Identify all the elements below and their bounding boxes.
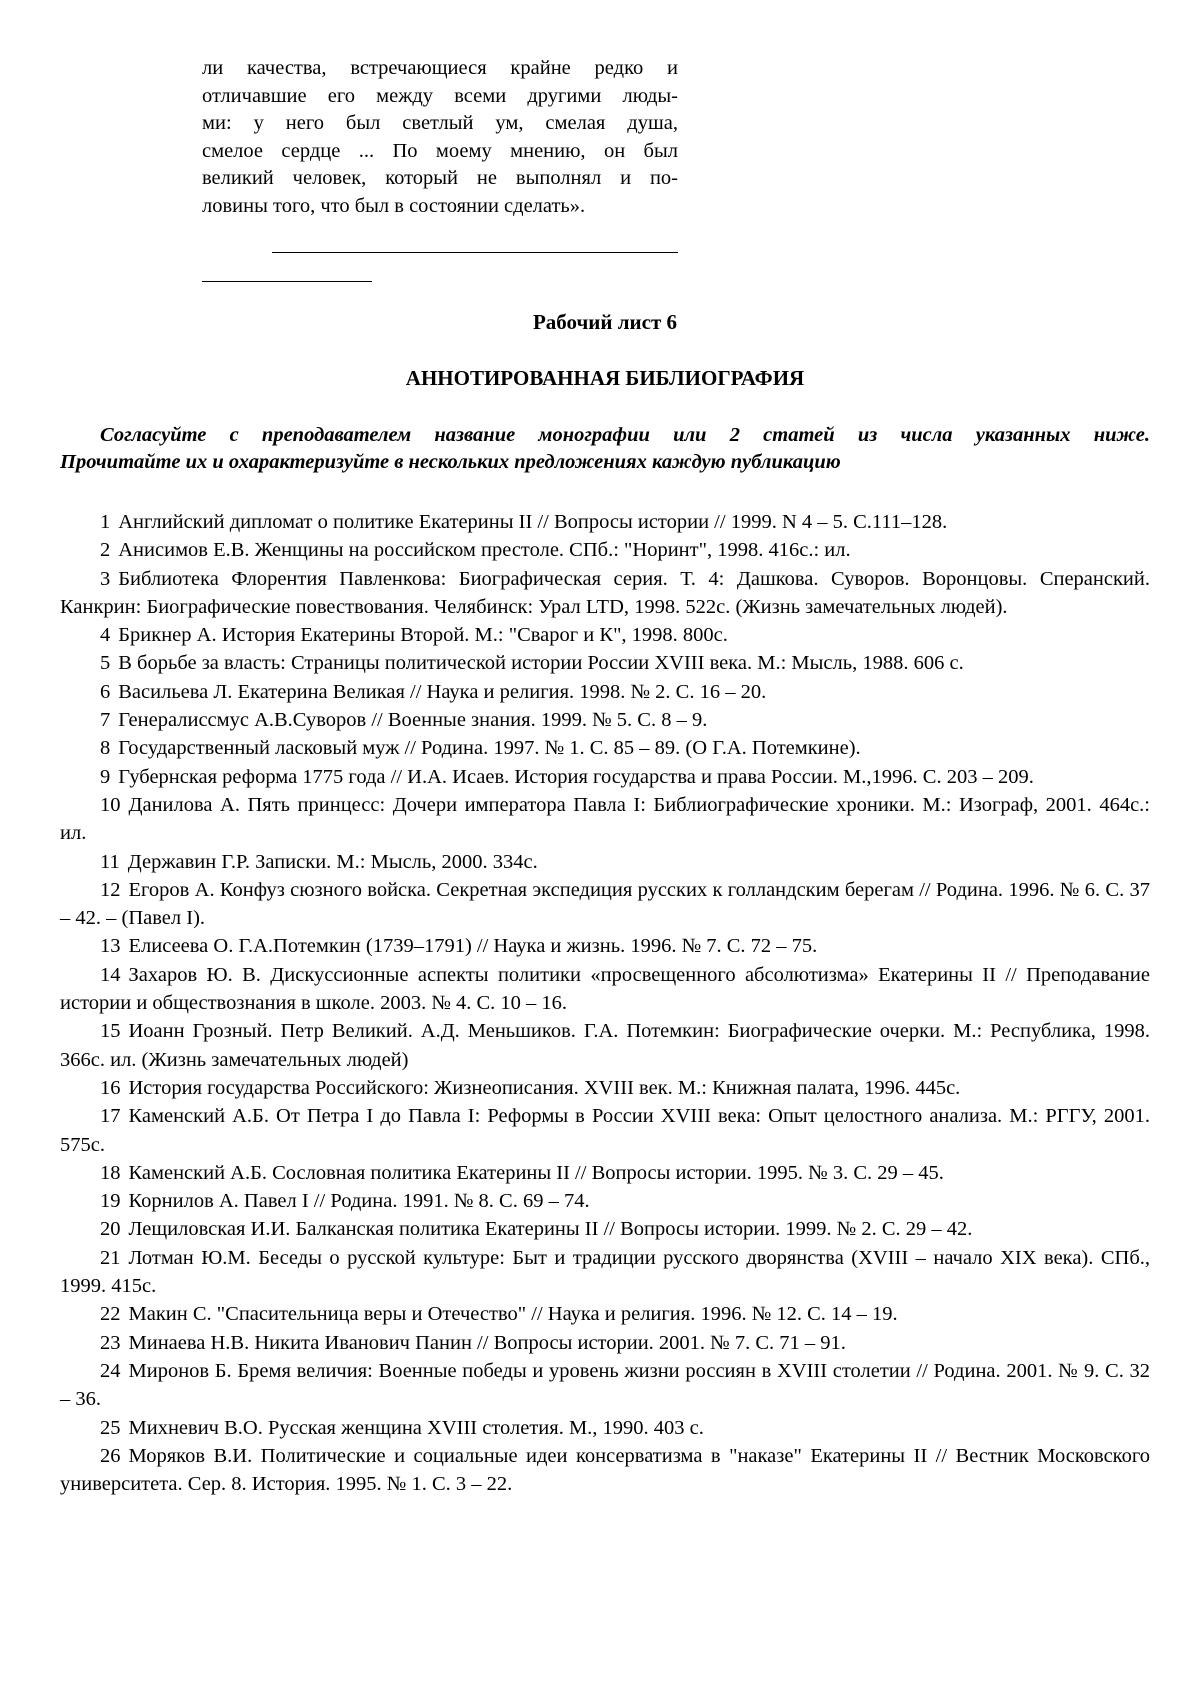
bibliography-entry xyxy=(60,678,1150,706)
instruction-line: Прочитайте их и охарактеризуйте в нескольких предложениях каждую публикацию xyxy=(60,451,841,473)
quote-line: великий человек, который не выполнял и по- xyxy=(202,167,678,189)
entry-number: 26 xyxy=(100,1444,121,1467)
bibliography-entry xyxy=(60,1215,1150,1243)
entry-number: 19 xyxy=(100,1190,121,1213)
entry-text: Библиотека Флорентия Павленкова: Биографическая серия. Т. 4: Дашкова. Суворов. Воронцовы. Сперанский. Канкрин: Биографические повествования. Челябинск: Урал LTD, 1998. 522с. (Жизнь замечательных людей). xyxy=(60,567,1150,618)
quote-line: ловины того, что был в состоянии сделать». xyxy=(202,194,586,217)
bibliography-entry xyxy=(60,1187,1150,1215)
entry-number: 18 xyxy=(100,1161,121,1184)
entry-text: Моряков В.И. Политические и социальные идеи консерватизма в "наказе" Екатерины II // Вестник Московского университета. Сер. 8. История. 1995. № 1. С. 3 – 22. xyxy=(60,1444,1150,1496)
entry-text: В борьбе за власть: Страницы политической истории России XVIII века. М.: Мысль, 1988. 606 с. xyxy=(118,652,964,675)
entry-number: 21 xyxy=(100,1246,121,1269)
entry-number: 8 xyxy=(100,737,111,760)
entry-text: Егоров А. Конфуз сюзного войска. Секретная экспедиция русских к голландским берегам // Родина. 1996. № 6. С. 37 – 42. – (Павел I). xyxy=(60,878,1150,930)
bibliography-entry xyxy=(60,649,1150,677)
bibliography-entry xyxy=(60,961,1150,1018)
worksheet-title: Рабочий лист 6 xyxy=(532,310,678,334)
divider-line xyxy=(272,252,678,253)
footnote-separator xyxy=(202,281,372,282)
entry-text: Анисимов Е.В. Женщины на российском престоле. СПб.: "Норинт", 1998. 416с.: ил. xyxy=(118,539,851,562)
bibliography-entry xyxy=(60,565,1150,622)
entry-text: Лотман Ю.М. Беседы о русской культуре: Быт и традиции русского дворянства (XVIII – начало XIX века). СПб., 1999. 415с. xyxy=(60,1246,1150,1298)
entry-number: 12 xyxy=(100,878,121,901)
entry-text: Иоанн Грозный. Петр Великий. А.Д. Меньшиков. Г.А. Потемкин: Биографические очерки. М.: Республика, 1998. 366с. ил. (Жизнь замечательных людей) xyxy=(60,1020,1150,1071)
section-heading: АННОТИРОВАННАЯ БИБЛИОГРАФИЯ xyxy=(405,366,805,390)
quote-line: смелое сердце ... По моему мнению, он был xyxy=(202,139,678,162)
entry-number: 17 xyxy=(100,1105,121,1128)
entry-text: Макин С. "Спасительница веры и Отечество" // Наука и религия. 1996. № 12. С. 14 – 19. xyxy=(128,1303,898,1326)
entry-number: 6 xyxy=(100,680,111,703)
bibliography-entry xyxy=(60,1414,1150,1442)
entry-number: 4 xyxy=(100,624,111,647)
entry-number: 5 xyxy=(100,652,111,675)
entry-number: 2 xyxy=(100,539,111,562)
quote-line: ми: у него был светлый ум, смелая душа, xyxy=(202,112,678,134)
entry-text: История государства Российского: Жизнеописания. XVIII век. М.: Книжная палата, 1996. 445с. xyxy=(128,1076,961,1099)
entry-number: 11 xyxy=(100,850,120,873)
entry-text: Английский дипломат о политике Екатерины II // Вопросы истории // 1999. N 4 – 5. С.111–128. xyxy=(118,511,948,533)
quote-block xyxy=(202,55,678,220)
bibliography-entry xyxy=(60,1329,1150,1357)
entry-number: 20 xyxy=(100,1218,121,1241)
entry-text: Корнилов А. Павел I // Родина. 1991. № 8. С. 69 – 74. xyxy=(128,1190,590,1213)
bibliography-entry xyxy=(60,1357,1150,1414)
bibliography-list xyxy=(60,508,1150,1498)
entry-text: Губернская реформа 1775 года // И.А. Исаев. История государства и права России. М.,1996. С. 203 – 209. xyxy=(118,765,1034,788)
bibliography-entry xyxy=(60,791,1150,848)
instruction-line: Согласуйте с преподавателем название монографии или 2 статей из числа указанных ниже. xyxy=(100,424,1150,446)
bibliography-entry xyxy=(60,706,1150,734)
entry-number: 10 xyxy=(100,793,121,816)
entry-number: 3 xyxy=(100,567,111,590)
bibliography-entry xyxy=(60,536,1150,564)
entry-text: Миронов Б. Бремя величия: Военные победы и уровень жизни россиян в XVIII столетии // Родина. 2001. № 9. С. 32 – 36. xyxy=(60,1359,1150,1411)
bibliography-entry xyxy=(60,932,1150,960)
entry-text: Васильева Л. Екатерина Великая // Наука и религия. 1998. № 2. С. 16 – 20. xyxy=(118,680,767,703)
instruction-text xyxy=(60,422,1150,476)
bibliography-entry xyxy=(60,1017,1150,1074)
entry-number: 15 xyxy=(100,1020,121,1043)
bibliography-entry xyxy=(60,1442,1150,1499)
bibliography-entry xyxy=(60,1074,1150,1102)
quote-line: ли качества, встречающиеся крайне редко и xyxy=(202,57,678,79)
entry-number: 25 xyxy=(100,1416,121,1439)
bibliography-entry xyxy=(60,621,1150,649)
entry-text: Захаров Ю. В. Дискуссионные аспекты политики «просвещенного абсолютизма» Екатерины II // Преподавание истории и обществознания в школе. 2003. № 4. С. 10 – 16. xyxy=(60,963,1150,1015)
entry-number: 16 xyxy=(100,1076,121,1099)
bibliography-entry xyxy=(60,763,1150,791)
bibliography-entry xyxy=(60,1244,1150,1301)
entry-number: 23 xyxy=(100,1331,121,1354)
entry-text: Брикнер А. История Екатерины Второй. М.: "Сварог и К", 1998. 800с. xyxy=(118,624,728,647)
bibliography-entry xyxy=(60,508,1150,536)
entry-number: 24 xyxy=(100,1359,121,1382)
entry-text: Каменский А.Б. От Петра I до Павла I: Реформы в России XVIII века: Опыт целостного анализа. М.: РГГУ, 2001. 575с. xyxy=(60,1105,1150,1156)
entry-number: 14 xyxy=(100,963,121,986)
bibliography-entry xyxy=(60,876,1150,933)
bibliography-entry xyxy=(60,1159,1150,1187)
entry-number: 22 xyxy=(100,1303,121,1326)
entry-text: Михневич В.О. Русская женщина XVIII столетия. М., 1990. 403 с. xyxy=(128,1416,704,1439)
entry-text: Лещиловская И.И. Балканская политика Екатерины II // Вопросы истории. 1999. № 2. С. 29 – 42. xyxy=(128,1218,973,1241)
entry-text: Елисеева О. Г.А.Потемкин (1739–1791) // Наука и жизнь. 1996. № 7. С. 72 – 75. xyxy=(128,935,818,958)
quote-line: отличавшие его между всеми другими люды- xyxy=(202,84,678,107)
entry-text: Генералиссмус А.В.Суворов // Военные знания. 1999. № 5. С. 8 – 9. xyxy=(118,709,708,732)
entry-text: Государственный ласковый муж // Родина. 1997. № 1. С. 85 – 89. (О Г.А. Потемкине). xyxy=(118,737,861,760)
bibliography-entry xyxy=(60,1300,1150,1328)
entry-text: Каменский А.Б. Сословная политика Екатерины II // Вопросы истории. 1995. № 3. С. 29 – 45. xyxy=(128,1161,944,1184)
entry-number: 7 xyxy=(100,709,111,732)
entry-text: Данилова А. Пять принцесс: Дочери императора Павла I: Библиографические хроники. М.: Изограф, 2001. 464с.: ил. xyxy=(60,793,1150,845)
bibliography-entry xyxy=(60,1102,1150,1159)
entry-number: 1 xyxy=(100,511,111,533)
entry-number: 9 xyxy=(100,765,111,788)
entry-number: 13 xyxy=(100,935,121,958)
bibliography-entry xyxy=(60,848,1150,876)
entry-text: Державин Г.Р. Записки. М.: Мысль, 2000. 334с. xyxy=(127,850,538,873)
bibliography-entry xyxy=(60,734,1150,762)
entry-text: Минаева Н.В. Никита Иванович Панин // Вопросы истории. 2001. № 7. С. 71 – 91. xyxy=(128,1331,846,1354)
